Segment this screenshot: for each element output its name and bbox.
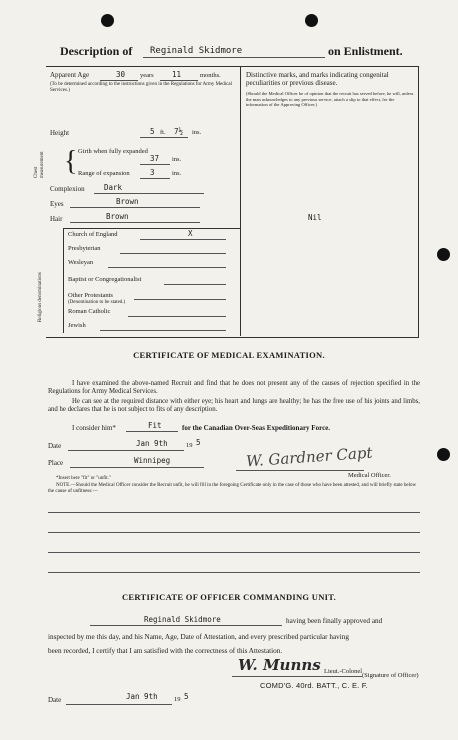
height-rule [140, 137, 188, 138]
officer-recruit-name: Reginald Skidmore [144, 615, 221, 624]
header-recruit-name: Reginald Skidmore [150, 46, 243, 56]
header-name-rule [143, 57, 325, 58]
officer-certificate-title: CERTIFICATE OF OFFICER COMMANDING UNIT. [121, 592, 337, 602]
medical-certificate-title: CERTIFICATE OF MEDICAL EXAMINATION. [133, 350, 325, 360]
age-note: (To be determined according to the instructions given in the Regulations for Army Medical Services.) [50, 82, 232, 93]
place-label: Place [48, 459, 64, 467]
range-value: 3 [150, 168, 155, 177]
officer-date-rule [66, 704, 172, 705]
fit-value: Fit [148, 421, 162, 430]
hair-label: Hair [50, 215, 63, 223]
medical-officer-label: Medical Officer. [348, 472, 391, 479]
girth-label: Girth when fully expanded [78, 148, 148, 155]
officer-date-value: Jan 9th [126, 692, 158, 701]
age-years-value: 30 [116, 70, 126, 79]
officer-date-label: Date [48, 696, 62, 704]
denomination-rule-6 [100, 330, 226, 331]
consider-suffix: for the Canadian Over-Seas Expeditionary Force. [182, 424, 331, 432]
denomination-other-protestants: Other Protestants [68, 292, 113, 299]
height-ins-label: ins. [192, 129, 202, 136]
denomination-rule-4 [134, 299, 226, 300]
age-months-value: 11 [172, 70, 182, 79]
range-rule [140, 178, 170, 179]
range-unit: ins. [172, 170, 182, 177]
hair-rule [70, 222, 200, 223]
denomination-wesleyan: Wesleyan [68, 259, 94, 266]
range-label: Range of expansion [78, 170, 130, 177]
officer-signature-rule [232, 676, 362, 677]
months-label: months. [200, 72, 221, 79]
distinctive-marks-title: Distinctive marks, and marks indicating congenital peculiarities or previous disease. [246, 71, 389, 88]
years-label: years [140, 72, 154, 79]
officer-text-2: inspected by me this day, and his Name, Age, Date of Attestation, and every prescribed particular having [48, 633, 349, 641]
height-ins-value: 7½ [174, 127, 184, 136]
church-of-england-mark: X [188, 229, 193, 238]
eyes-label: Eyes [50, 200, 64, 208]
footnote-note: NOTE.—Should the Medical Officer consider the Recruit unfit, he will fill in the foregoing Certificate only in the case of those who have been attested, and will briefly state below the cause of unfitness:— [48, 483, 417, 494]
header-on-enlistment: on Enlistment. [328, 44, 403, 58]
girth-rule [140, 164, 170, 165]
denomination-rule-0 [140, 239, 226, 240]
religious-denominations-label: Religious denominations [38, 272, 43, 322]
officer-signature: W. Munns [238, 656, 321, 674]
officer-text-1: having been finally approved and [286, 617, 383, 625]
denomination-note: (Denomination to be stated.) [68, 300, 126, 305]
apparent-age-label: Apparent Age [50, 71, 90, 79]
officer-rank-printed: Lieut.-Colonel [324, 668, 363, 675]
medical-year-prefix: 19 [186, 442, 193, 449]
signature-of-officer-label: (Signature of Officer) [362, 672, 419, 679]
medical-officer-signature: W. Gardner Capt [245, 443, 374, 471]
eyes-rule [70, 207, 200, 208]
denomination-jewish: Jewish [68, 322, 86, 329]
medical-date-value: Jan 9th [136, 439, 168, 448]
height-label: Height [50, 129, 70, 137]
officer-year-suffix: 5 [184, 692, 189, 701]
hair-value: Brown [106, 212, 129, 221]
chest-bracket: { [64, 146, 78, 177]
distinctive-marks-value: Nil [308, 213, 322, 222]
ft-label: ft. [160, 129, 166, 136]
medical-para-1: I have examined the above-named Recruit and find that he does not present any of the causes of rejection specified in the Regulations for Army Medical Services. [48, 380, 420, 395]
punch-hole-top-right [305, 14, 318, 27]
medical-date-rule [68, 450, 184, 451]
unfit-cause-line-3 [48, 552, 420, 553]
header-description-of: Description of [60, 44, 133, 58]
denomination-rule-2 [108, 267, 226, 268]
denomination-presbyterian: Presbyterian [68, 245, 101, 252]
age-years-rule [100, 80, 138, 81]
denomination-baptist: Baptist or Congregationalist [68, 276, 142, 283]
officer-text-3: been recorded, I certify that I am satisfied with the correctness of this Attestation. [48, 647, 283, 655]
place-value: Winnipeg [134, 456, 171, 465]
complexion-label: Complexion [50, 185, 85, 193]
medical-date-label: Date [48, 442, 62, 450]
age-months-rule [160, 80, 198, 81]
unit-stamp: COMD'G. 40rd. BATT., C. E. F. [260, 681, 368, 690]
punch-hole-top-left [101, 14, 114, 27]
denomination-rule-3 [164, 284, 226, 285]
officer-year-prefix: 19 [174, 696, 181, 703]
eyes-value: Brown [116, 197, 139, 206]
unfit-cause-line-2 [48, 532, 420, 533]
punch-hole-right-lower [437, 448, 450, 461]
denomination-church-of-england: Church of England [68, 231, 118, 238]
denomination-rule-5 [128, 316, 226, 317]
medical-year-suffix: 5 [196, 438, 201, 447]
complexion-rule [94, 193, 204, 194]
unfit-cause-line-1 [48, 512, 420, 513]
complexion-value: Dark [104, 183, 123, 192]
distinctive-marks-note: (Should the Medical Officer be of opinion that the recruit has served before, he will, unless the man acknowledges to any previous service, attach a slip to that effect, for the information of the Approving Officer.) [246, 91, 414, 107]
medical-para-2: He can see at the required distance with either eye; his heart and lungs are healthy; he has the free use of his joints and limbs, and he declares that he is not subject to fits of any description. [48, 398, 420, 413]
chest-measurement-label: Chest measurement [34, 151, 45, 178]
footnote-insert: *Insert here "fit" or "unfit." [56, 476, 111, 481]
denomination-roman-catholic: Roman Catholic [68, 308, 111, 315]
height-ft-value: 5 [150, 127, 155, 136]
place-rule [70, 467, 204, 468]
fit-rule [126, 431, 178, 432]
consider-prefix: I consider him* [72, 424, 116, 432]
girth-value: 37 [150, 154, 160, 163]
unfit-cause-line-4 [48, 572, 420, 573]
girth-unit: ins. [172, 156, 182, 163]
denomination-rule-1 [120, 253, 226, 254]
medical-signature-rule [236, 470, 364, 471]
punch-hole-right-upper [437, 248, 450, 261]
officer-name-rule [90, 625, 282, 626]
